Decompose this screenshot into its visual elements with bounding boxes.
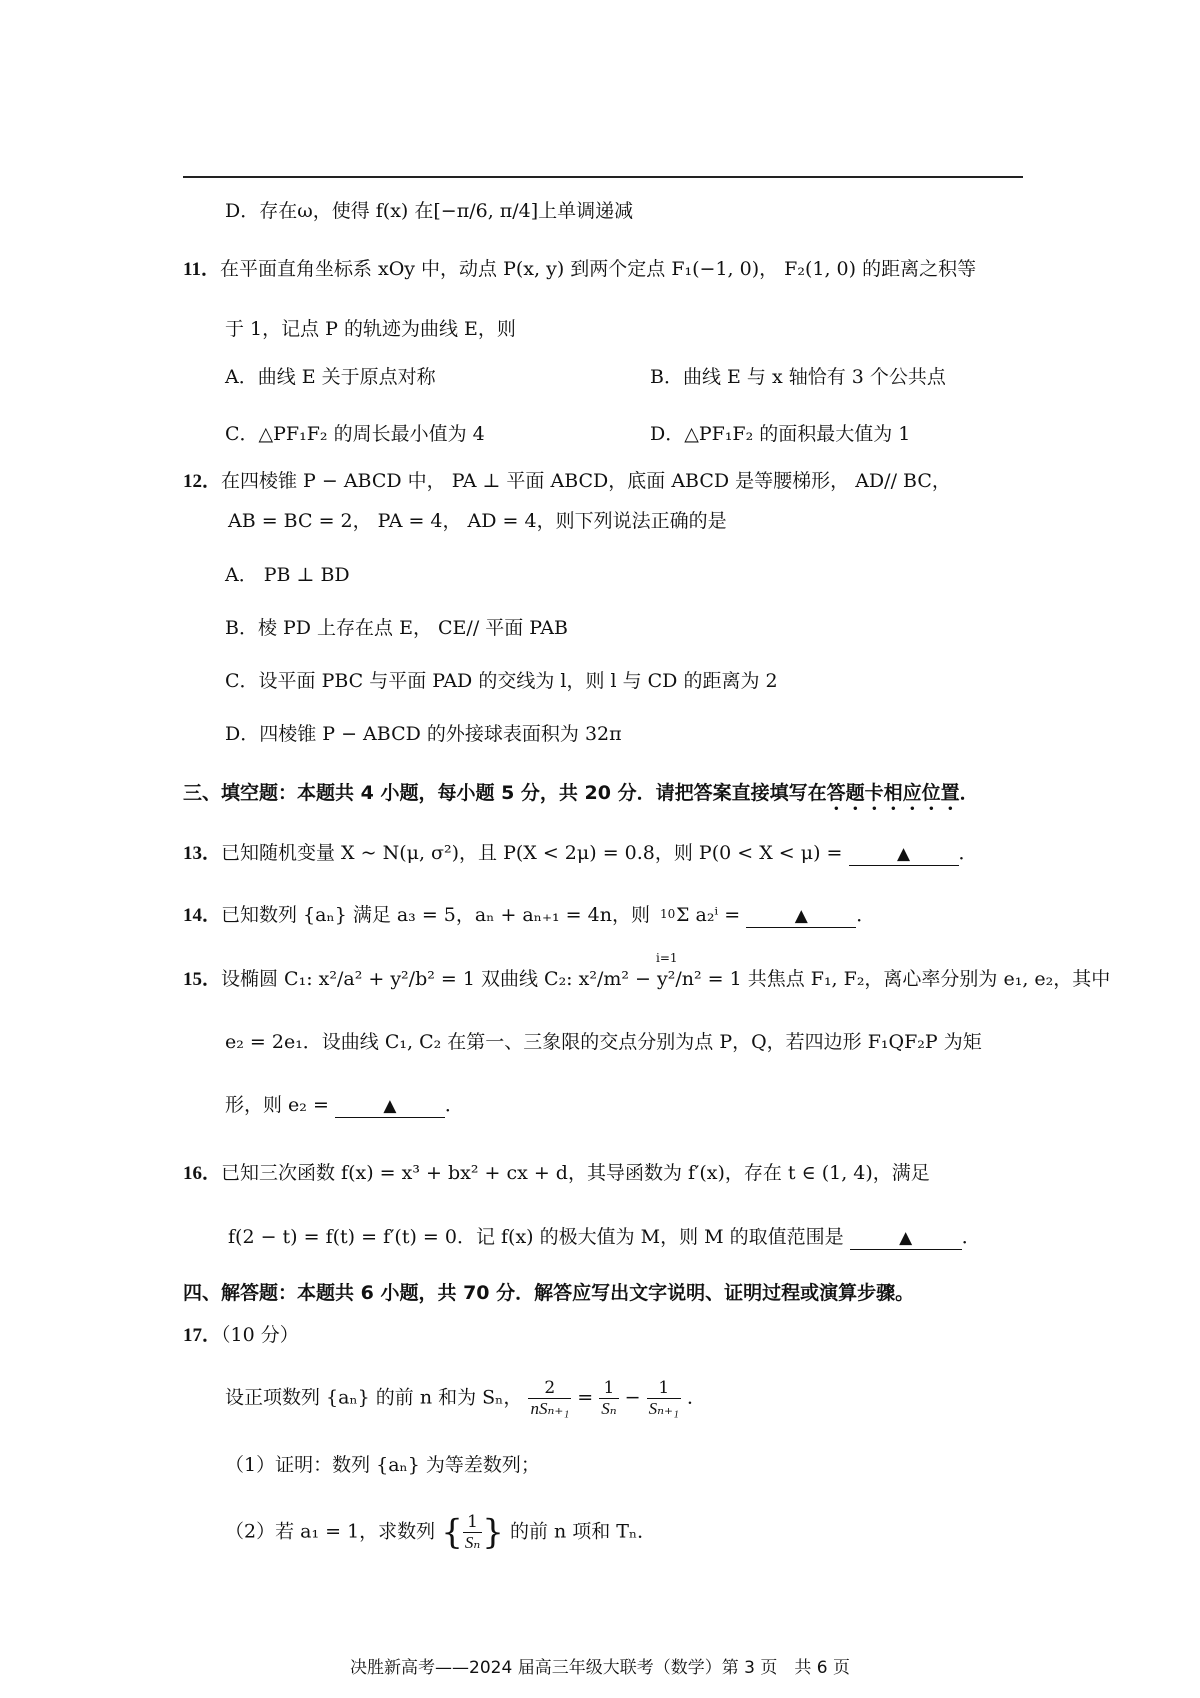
header-rule (183, 176, 1023, 178)
q12-number: 12． (183, 471, 222, 492)
q12-option-d: D．四棱锥 P − ABCD 的外接球表面积为 32π (225, 723, 622, 745)
q17-part-1: （1）证明：数列 {aₙ} 为等差数列； (225, 1454, 540, 1476)
answer-blank-13 (849, 842, 959, 866)
triangle-icon: ▲ (899, 1228, 913, 1248)
triangle-icon: ▲ (794, 906, 808, 926)
q16-stem-1: 16．已知三次函数 f(x) = x³ + bx² + cx + d，其导函数为 f′(x)，存在 t ∈ (1, 4)，满足 (183, 1162, 930, 1184)
q15-stem-3: 形，则 e₂ = ▲ ． (225, 1094, 464, 1116)
q10-option-d: D．存在ω，使得 f(x) 在[−π/6, π/4]上单调递减 (225, 200, 634, 222)
q12-option-c: C．设平面 PBC 与平面 PAD 的交线为 l，则 l 与 CD 的距离为 2 (225, 670, 778, 692)
answer-blank-14 (746, 904, 856, 928)
q11-option-a: A．曲线 E 关于原点对称 (225, 366, 436, 388)
q17-stem: 设正项数列 {aₙ} 的前 n 和为 Sₙ， $\frac{2}{\text{nSₙ₊₁}}$ = $\frac{1}{\text{Sₙ}}$ − $\frac{1}{\text{Sₙ₊₁}}$ ． (225, 1378, 706, 1418)
q11-stem-1: 11．在平面直角坐标系 xOy 中，动点 P(x, y) 到两个定点 F₁(−1, 0)， F₂(1, 0) 的距离之积等 (183, 258, 977, 280)
fraction: $\frac{1}{\text{Sₙ₊₁}}$ (648, 1378, 679, 1418)
section-3-heading: 三、填空题：本题共 4 小题，每小题 5 分，共 20 分．请把答案直接填写在答题卡相应位置． (183, 782, 979, 804)
q11-option-c: C．△PF₁F₂ 的周长最小值为 4 (225, 423, 485, 445)
q17-header: 17．（10 分） (183, 1324, 299, 1346)
page-footer: 决胜新高考——2024 届高三年级大联考（数学）第 3 页 共 6 页 (350, 1658, 850, 1678)
q11-option-d: D．△PF₁F₂ 的面积最大值为 1 (650, 423, 911, 445)
q15-stem-2: e₂ = 2e₁．设曲线 C₁, C₂ 在第一、三象限的交点分别为点 P，Q，若四边形 F₁QF₂P 为矩 (225, 1031, 982, 1053)
section-4-heading: 四、解答题：本题共 6 小题，共 70 分．解答应写出文字说明、证明过程或演算步骤。 (183, 1282, 915, 1304)
q12-option-b: B．棱 PD 上存在点 E， CE// 平面 PAB (225, 617, 569, 639)
q14-number: 14． (183, 905, 222, 926)
q13-number: 13． (183, 843, 222, 864)
q12-stem-2: AB = BC = 2， PA = 4， AD = 4，则下列说法正确的是 (228, 510, 727, 532)
fraction: $\frac{1}{\text{Sₙ}}$ (601, 1378, 617, 1418)
q16-number: 16． (183, 1163, 222, 1184)
q14: 14．已知数列 {aₙ} 满足 a₃ = 5，aₙ + aₙ₊₁ = 4n，则 10 i=1 Σ a₂ⁱ = ▲ ． (183, 904, 876, 965)
q17-part-2: （2）若 a₁ = 1，求数列 { $\frac{1}{\text{Sₙ}}$ } 的前 n 项和 Tₙ． (225, 1512, 657, 1553)
q11-number: 11． (183, 259, 220, 280)
q15-number: 15． (183, 969, 222, 990)
q16-stem-2: f(2 − t) = f(t) = f′(t) = 0．记 f(x) 的极大值为 M，则 M 的取值范围是 ▲ ． (228, 1226, 981, 1248)
q11-option-b: B．曲线 E 与 x 轴恰有 3 个公共点 (650, 366, 946, 388)
q11-stem-2: 于 1，记点 P 的轨迹为曲线 E，则 (225, 318, 516, 340)
answer-blank-15 (335, 1094, 445, 1118)
triangle-icon: ▲ (383, 1096, 397, 1116)
q12-stem-1: 12．在四棱锥 P − ABCD 中， PA ⊥ 平面 ABCD，底面 ABCD 是等腰梯形， AD// BC， (183, 470, 951, 492)
q15-stem-1: 15．设椭圆 C₁: x²/a² + y²/b² = 1 双曲线 C₂: x²/m² − y²/n² = 1 共焦点 F₁, F₂，离心率分别为 e₁, e₂，其中 (183, 968, 1111, 990)
q17-number: 17． (183, 1325, 222, 1346)
triangle-icon: ▲ (896, 844, 911, 864)
answer-blank-16 (850, 1226, 962, 1250)
fraction: $\frac{2}{\text{nSₙ₊₁}}$ (530, 1378, 570, 1418)
emphasis-dots-text: 答题卡相应位置 (826, 782, 960, 804)
q12-option-a: A． PB ⊥ BD (225, 564, 350, 586)
q13: 13．已知随机变量 X ~ N(μ, σ²)，且 P(X < 2μ) = 0.8，则 P(0 < X < μ) = ▲ ． (183, 842, 978, 864)
fraction: $\frac{1}{\text{Sₙ}}$ (464, 1512, 481, 1552)
